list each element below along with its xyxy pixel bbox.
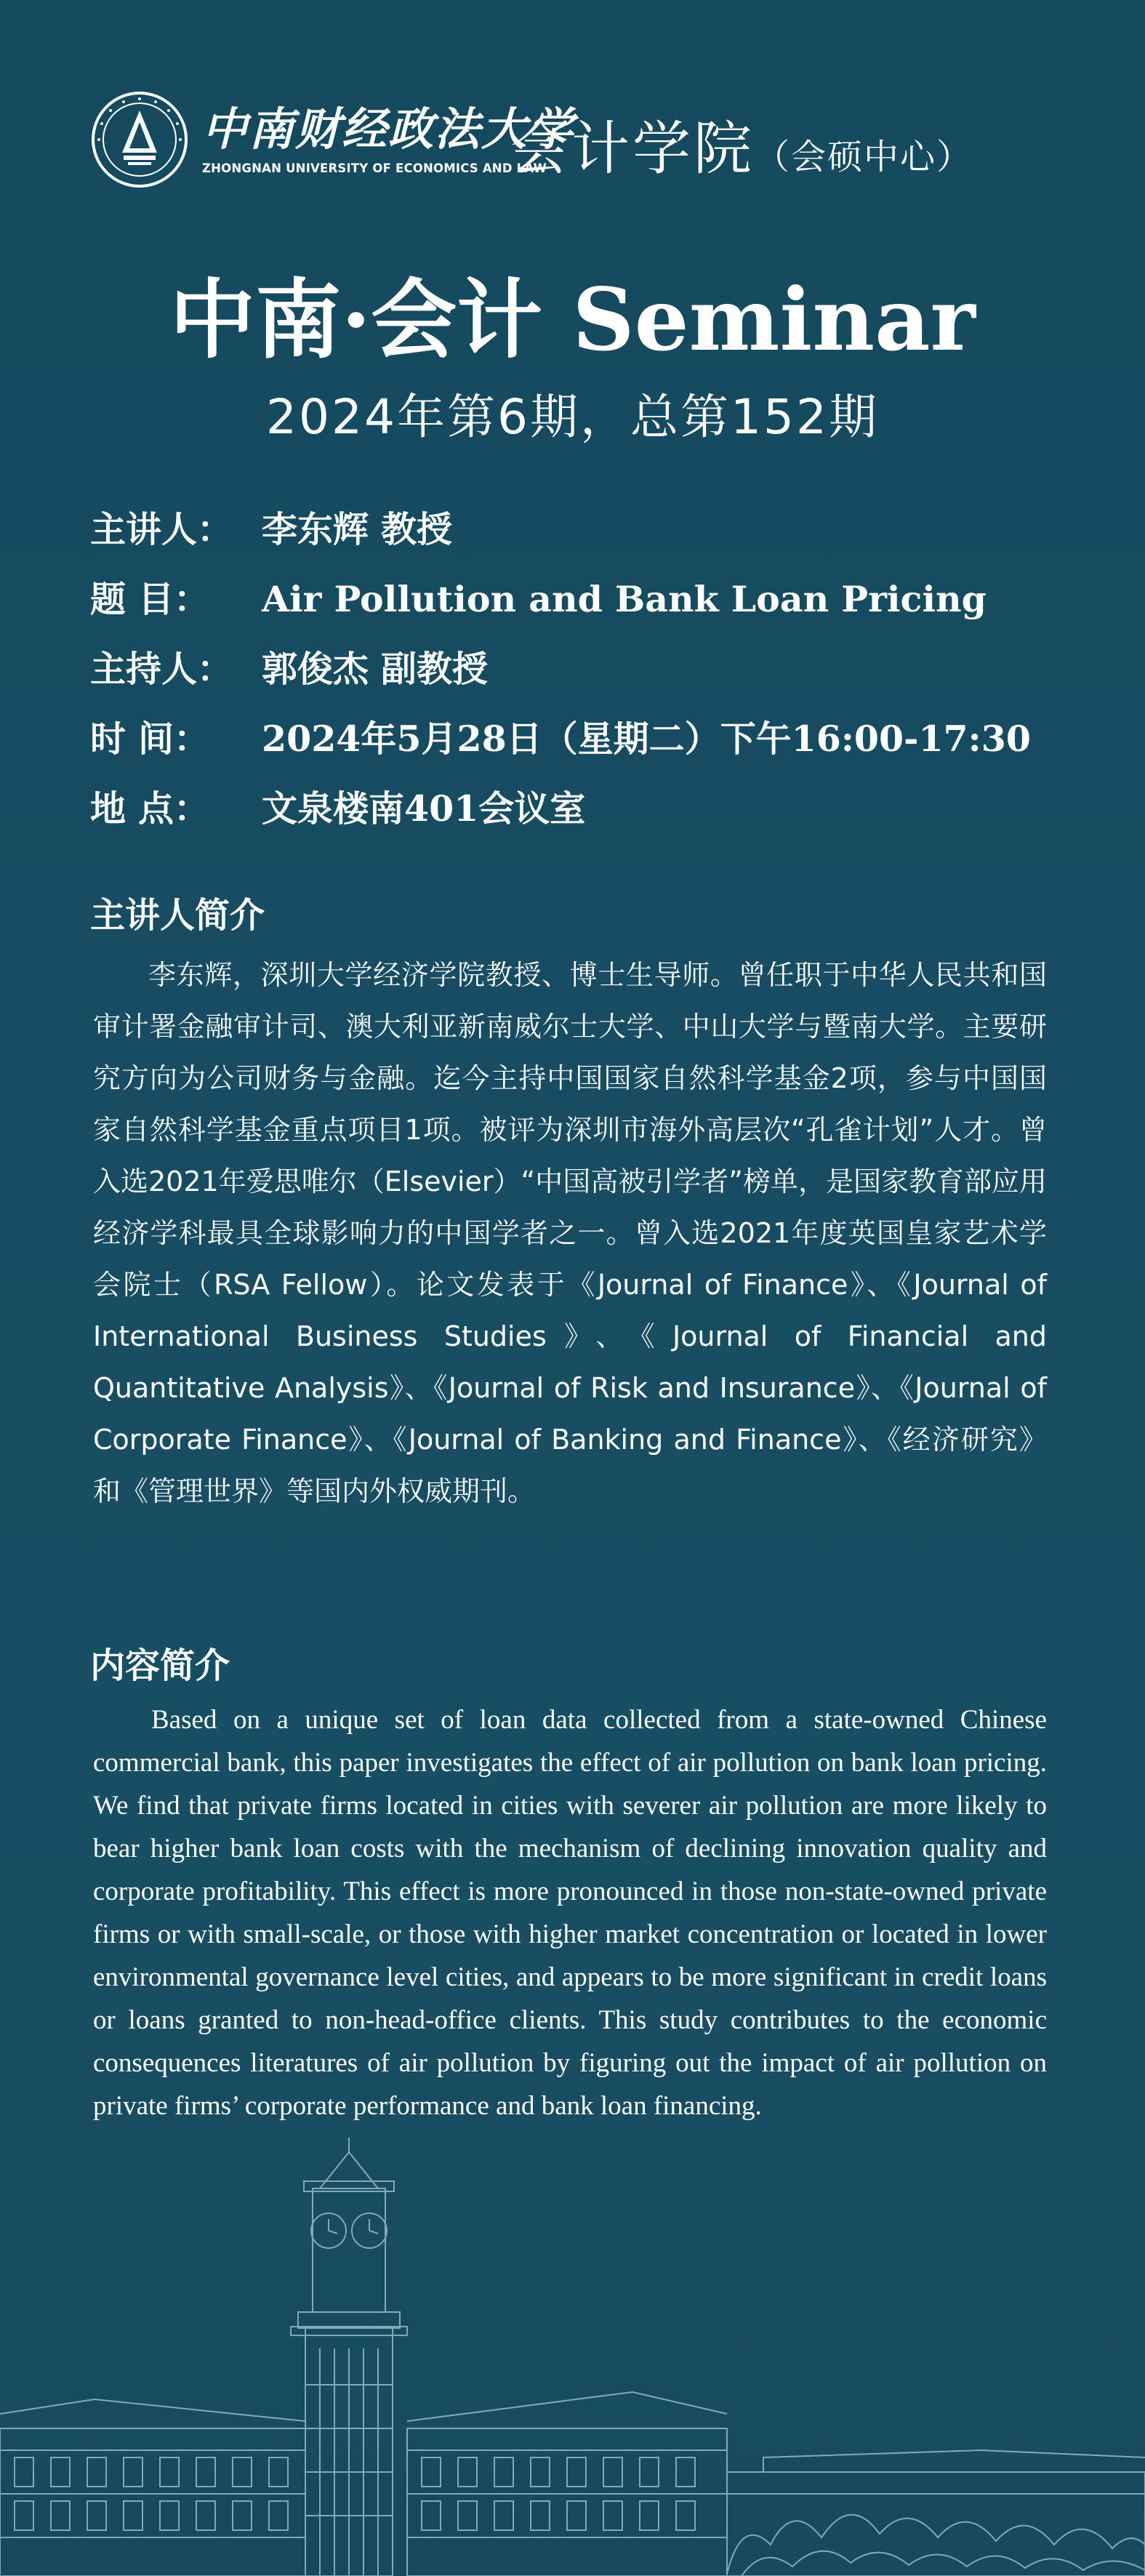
info-value: 文泉楼南401会议室 bbox=[262, 787, 586, 830]
info-host bbox=[90, 641, 488, 692]
bio-text: 李东辉，深圳大学经济学院教授、博士生导师。曾任职于中华人民共和国审计署金融审计司、澳大利亚新南威尔士大学、中山大学与暨南大学。主要研究方向为公司财务与金融。迄今主持中国国家自然科学基金2项，参与中国国家自然科学基金重点项目1项。被评为深圳市海外高层次“孔雀计划”人才。曾入选2021年爱思唯尔（Elsevier）“中国高被引学者”榜单，是国家教育部应用经济学科最具全球影响力的中国学者之一。曾入选2021年度英国皇家艺术学会院士（RSA Fellow）。论文发表于《Journal of Finance》、《Journal of International Business Studies》、《Journal of Financial and Quantitative Analysis》、《Journal of Risk and Insurance》、《Journal of Corporate Finance》、《Journal of Banking and Finance》、《经济研究》和《管理世界》等国内外权威期刊。 bbox=[93, 959, 1047, 1507]
info-speaker bbox=[90, 502, 452, 553]
info-value: 2024年5月28日（星期二）下午16:00-17:30 bbox=[262, 718, 1031, 760]
seminar-title: 中南·会计 Seminar bbox=[169, 269, 976, 370]
info-location bbox=[90, 781, 585, 832]
school-name-main: 会计学院 bbox=[510, 115, 755, 182]
info-value: Air Pollution and Bank Loan Pricing bbox=[262, 578, 987, 620]
info-value: 李东辉 教授 bbox=[262, 508, 453, 550]
university-name-cn: 中南财经政法大学 bbox=[202, 103, 575, 156]
info-label: 主讲人： bbox=[90, 509, 233, 550]
info-value: 郭俊杰 副教授 bbox=[262, 648, 489, 690]
info-time bbox=[90, 711, 1031, 762]
campus-clock-tower-illustration bbox=[0, 2108, 1145, 2576]
abstract-heading: 内容简介 bbox=[90, 1645, 230, 1686]
university-name-en: ZHONGNAN UNIVERSITY OF ECONOMICS AND LAW bbox=[202, 161, 547, 175]
issue-number: 2024年第6期，总第152期 bbox=[266, 389, 879, 445]
info-label: 时 间： bbox=[90, 718, 210, 760]
university-seal-icon bbox=[90, 90, 189, 189]
school-name-sub: （会硕中心） bbox=[755, 137, 973, 177]
info-label: 题 目： bbox=[90, 579, 210, 620]
info-label: 地 点： bbox=[90, 788, 210, 830]
info-topic bbox=[90, 571, 987, 622]
abstract-text: Based on a unique set of loan data collected from a state-owned Chinese commercial bank, this paper investigates the effect of air pollution on bank loan pricing. We find that private firms located in cities with severer air pollution are more likely to bear higher bank loan costs with the mechanism of declining innovation quality and corporate profitability. This effect is more pronounced in those non-state-owned private firms or with small-scale, or those with higher market concentration or located in lower environmental governance level cities, and appears to be more significant in credit loans or loans granted to non-head-office clients. This study contributes to the economic consequences literatures of air pollution by figuring out the impact of air pollution on private firms’ corporate performance and bank loan financing. bbox=[93, 1705, 1047, 2121]
info-label: 主持人： bbox=[90, 649, 233, 690]
school-name bbox=[510, 102, 973, 185]
bio-heading: 主讲人简介 bbox=[90, 895, 265, 936]
